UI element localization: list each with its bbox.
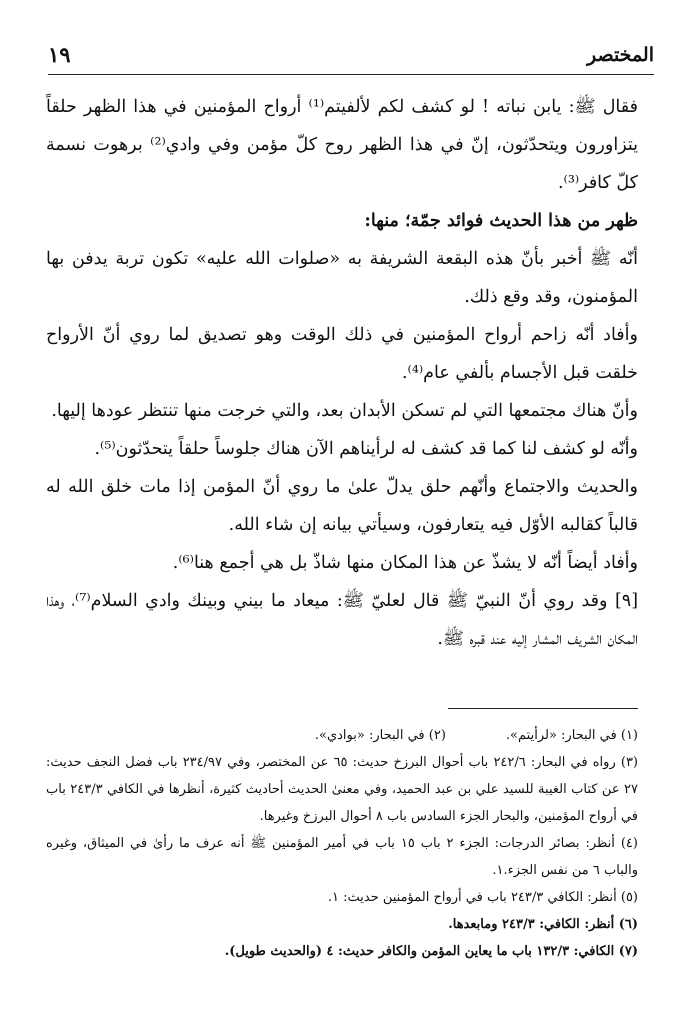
- footnote-5: (٥) أنظر: الكافي ٢٤٣/٣ باب في أرواح المؤمنين حديث: ١.: [327, 890, 638, 905]
- paragraph-2: ظهر من هذا الحديث فوائد جمّة؛ منها:: [364, 211, 638, 231]
- paragraph-1: فقال ﷺ: يابن نباته ! لو كشف لكم لألفيتم⁽¹⁾ أرواح المؤمنين في هذا الظهر حلقاً يتزاورون ويتحدّثون، إنّ في هذا الظهر روح كلّ مؤمن وفي وادي⁽²⁾ برهوت نسمة كلّ كافر⁽³⁾.: [46, 97, 638, 193]
- paragraph-4: وأفاد أنّه زاحم أرواح المؤمنين في ذلك الوقت وهو تصديق لما روي أنّ الأرواح خلقت قبل الأجسام بألفي عام⁽⁴⁾.: [46, 325, 638, 383]
- footnote-7: (٧) الكافي: ١٣٢/٣ باب ما يعاين المؤمن والكافر حديث: ٤ (والحديث طويل).: [224, 944, 638, 959]
- footnote-6: (٦) أنظر: الكافي: ٢٤٣/٣ ومابعدها.: [448, 917, 638, 932]
- footnote-3: (٣) رواه في البحار: ٢٤٢/٦ باب أحوال البرزخ حديث: ٦٥ عن المختصر، وفي ٢٣٤/٩٧ باب فضل النجف حديث: ٢٧ عن كتاب الغيبة للسيد علي بن عبد الحميد، وفي معنىٰ الحديث أحاديث كثيرة، أنظرها في الكافي ٢٤٣/٣ باب في أرواح المؤمنين، والبحار الجزء السادس باب ٨ أحوال البرزخ وغيرها.: [46, 755, 638, 824]
- footnote-1: (١) في البحار: «لرأيتم».: [505, 728, 638, 743]
- paragraph-3: أنّه ﷺ أخبر بأنّ هذه البقعة الشريفة به «صلوات الله عليه» تكون تربة يدفن بها المؤمنون، وقد وقع ذلك.: [46, 249, 638, 307]
- paragraph-6: وأنّه لو كشف لنا كما قد كشف له لرأيناهم الآن هناك جلوساً حلقاً يتحدّثون⁽⁵⁾.: [94, 439, 638, 459]
- page-header: [48, 38, 654, 74]
- footnote-4: (٤) أنظر: بصائر الدرجات: الجزء ٢ باب ١٥ باب في أمير المؤمنين ﷺ أنه عرف ما رأىٰ في الميثاق، وغيره والباب ٦ من نفس الجزء.١.: [46, 836, 638, 878]
- footnote-row-1: [46, 722, 638, 749]
- footnote-separator: [448, 708, 638, 709]
- header-rule: [48, 74, 654, 75]
- paragraph-5: وأنّ هناك مجتمعها التي لم تسكن الأبدان بعد، والتي خرجت منها تنتظر عودها إليها.: [51, 401, 638, 421]
- paragraph-8: وأفاد أيضاً أنّه لا يشذّ عن هذا المكان منها شاذّ بل هي أجمع هنا⁽⁶⁾.: [172, 553, 638, 573]
- paragraph-7: والحديث والاجتماع وأنّهم حلق يدلّ علىٰ ما روي أنّ المؤمن إذا مات خلق الله له قالباً كقالبه الأوّل فيه يتعارفون، وسيأتي بيانه إن شاء الله.: [46, 477, 638, 535]
- footnotes: [46, 722, 638, 965]
- paragraph-9: [٩] وقد روي أنّ النبيّ ﷺ قال لعليّ ﷺ: ميعاد ما بيني وبينك وادي السلام⁽⁷⁾، وهذا المكان الشريف المشار إليه عند قبره ﷺ.: [46, 591, 639, 649]
- main-text: [46, 88, 638, 658]
- page-number: ١٩: [48, 42, 71, 67]
- running-title: المختصر: [586, 44, 654, 66]
- footnote-2: (٢) في البحار: «بوادي».: [314, 728, 446, 743]
